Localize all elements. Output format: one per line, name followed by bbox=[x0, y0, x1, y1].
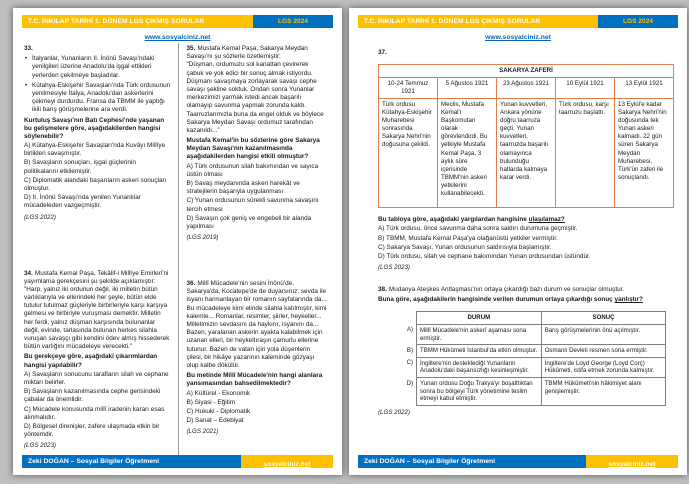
question-stem: Mustafa Kemal'in bu sözlerine göre Sakarya Meydan Savaşı'nın kazanılmasında aşağıdakilerden hangisi etkili olmuştur? bbox=[186, 137, 320, 161]
sakarya-table bbox=[378, 64, 674, 208]
durum-cell: İngiltere'nin desteklediği Yunanların Anadolu'daki başarısızlığı kesinleşmiştir. bbox=[417, 357, 542, 377]
sonuc-cell: TBMM Hükûmeti'nin hâkimiyet alanı genişlemiştir. bbox=[541, 378, 666, 406]
page-right-content bbox=[358, 41, 678, 453]
option-a: A) Kütahya-Eskişehir Savaşları'nda Kuvâyı Millîye birlikleri savaşmıştır. bbox=[24, 142, 166, 158]
question-stem bbox=[378, 296, 674, 304]
bullet-item: • Kütahya-Eskişehir Savaşları'nda Türk ordusunun yenilmesiyle İtalya, Anadolu'dan askerlerini çekmeyi durdurdu. Fransa da TBMM ile yaptığı ikili barış görüşmelerine ara verdi. bbox=[24, 82, 172, 115]
question-38 bbox=[378, 286, 674, 417]
author-name: Zeki DOĞAN – Sosyal Bilgiler Öğretmeni bbox=[22, 455, 241, 468]
question-36 bbox=[187, 280, 328, 436]
question-35 bbox=[187, 45, 328, 242]
option-c: C) Yunan ordusunun sürekli savunma savaşını tercih etmesi bbox=[186, 197, 319, 213]
sonuc-cell: İngiltere'de Loyd George (Loyd Corç) Hükûmeti, istifa etmek zorunda kalmıştır. bbox=[541, 357, 666, 377]
footer-bar bbox=[22, 455, 333, 468]
table-cell: Türk ordusu, karşı taarruzu başlattı. bbox=[556, 99, 615, 208]
table-cell: 13 Eylül'e kadar Sakarya Nehri'nin doğusunda tek Yunan askeri kalmadı. 22 gün süren Sakarya Meydan Muharebesi, Türk'ün zaferi ile sonuçlandı. bbox=[615, 99, 674, 208]
option-b: B) Savaşların kazanılmasında cephe gerisindeki çabalar da önemlidir. bbox=[24, 388, 161, 404]
question-stem: Bu metinde Millî Mücadele'nin hangi alanlara yansımasından bahsedilmektedir? bbox=[186, 372, 323, 388]
page-left bbox=[13, 8, 342, 475]
header-bar bbox=[358, 15, 678, 28]
site-link[interactable]: www.sosyalciniz.net bbox=[485, 34, 551, 41]
question-text: Millî Mücadele'nin sesini İnönü'de, Sakarya'da, Kocatepe'de de duyarsınız; sevda ile isyanı harmanlayan bir romanın sayfalarında da... Bu mücadeleye kimi elinde silahla katılmıştır, kimi kalemle... Romanlar, resimler, şiirler, heykeller... Milletimizin sevdasını da haykırır, isyanını da... Bazen, yaralanan askerin ayakta kalabilmek için uzanan elleri, bir heykeltıraşın çamurlu ellerine tutunur. Bazen de vatan için yola düşenlerin çilesi, bir hikâye yazarının kaleminde gözyaşı olup kalbe dökülür. bbox=[186, 280, 327, 369]
option-a: A) Savaşların sonucunu tarafların silah ve cephane miktarı belirler. bbox=[24, 370, 169, 386]
site-link[interactable]: www.sosyalciniz.net bbox=[144, 34, 211, 41]
stem-text: Bu tabloya göre, aşağıdaki yargılardan hangisine bbox=[378, 216, 529, 224]
table-row bbox=[400, 378, 666, 406]
lgs-year-tag: (LGS 2023) bbox=[24, 442, 56, 450]
date-header: 5 Ağustos 1921 bbox=[438, 78, 497, 99]
option-a: A) Türk ordusunun silah bakımından ve sayıca üstün olması bbox=[186, 162, 319, 178]
row-letter: D) bbox=[406, 379, 413, 387]
table-header-row bbox=[379, 78, 674, 99]
question-quote: "Düşman, ordumuzu sol kanattan çevirerek çabuk ve yok edici bir sonuç almak istiyordu. Düşmanı savaşmaya zorlayarak savaşı cephe savaşı şekline soktuk. Ondan sonra Yunanlar merkezimizi yarmak istedi ancak başarılı olamayıp savunma yapmak zorunda kaldı. Taarruzlarımızla buna da engel olduk ve böylece Sakarya Meydan Savaşı ordumuz tarafından kazanıldı..." bbox=[186, 61, 324, 134]
sonuc-cell: Osmanlı Devleti resmen sona ermiştir. bbox=[541, 345, 666, 358]
sonuc-cell: Barış görüşmelerinin önü açılmıştır. bbox=[541, 324, 666, 344]
question-33 bbox=[24, 45, 172, 222]
table-row bbox=[400, 357, 666, 377]
table-body-row bbox=[379, 99, 674, 208]
table-cell: Yunan kuvvetleri, Ankara yönüne doğru taarruza geçti. Yunan kuvvetleri, taarruzda başarılı olamayınca bulunduğu hatlarda kalmaya karar verdi. bbox=[497, 99, 556, 208]
header-link-row bbox=[358, 28, 678, 41]
option-d: D) Bölgesel direnişler, zafere ulaşmada etkin bir yöntemdir. bbox=[24, 422, 160, 439]
sonuc-header: SONUÇ bbox=[541, 312, 666, 325]
option-d: D) II. İnönü Savaşı'nda yenilen Yunanlılar mücadeleden vazgeçmiştir. bbox=[24, 194, 141, 210]
row-letter: C) bbox=[406, 359, 413, 367]
header-bar bbox=[22, 15, 333, 28]
question-37 bbox=[378, 49, 674, 272]
durum-cell: TBMM Hükûmeti İstanbul'da etkin olmuştur. bbox=[417, 345, 542, 358]
footer-link-box bbox=[241, 455, 333, 468]
lgs-year-tag: (LGS 2021) bbox=[186, 428, 219, 436]
durum-cell: Yunan ordusu Doğu Trakya'yı boşalttıktan sonra bu bölgeyi Türk yönetimine teslim etmeyi kabul etmiştir. bbox=[417, 378, 542, 406]
page-left-columns bbox=[22, 43, 333, 455]
lgs-year-tag: (LGS 2022) bbox=[378, 408, 410, 416]
option-a: A) Türk ordusu, önce savunma daha sonra saldırı durumuna geçmiştir. bbox=[378, 225, 578, 233]
question-number: 38. bbox=[378, 286, 387, 293]
question-text: Mustafa Kemal Paşa, Tekâlif-i Millîye Emirleri'ni yayımlama gerekçesini şu şekilde açıklamıştır: "Harp, yalnız iki ordunun değil, iki milletin bütün varlıklarıyla ve ellerindeki her şeyle, bütün elde tutulur tutulmaz güçleriyle birbirleriyle karşı karşıya gelmesi ve birbiriyle vuruşması demektir. Milletin her ferdi, yalnız düşman karşısında bulunanlar değil, evinde, tarlasında bulunan herkes silahla vuruşan savaşçı gibi kendini ödev almış hissederek bütün varlığını mücadeleye verecekti." bbox=[24, 269, 170, 351]
lgs-year-tag: (LGS 2019) bbox=[186, 234, 219, 242]
question-body bbox=[378, 286, 674, 294]
table-row bbox=[400, 345, 666, 358]
lgs-year-tag: (LGS 2022) bbox=[24, 213, 56, 221]
footer-link-box bbox=[586, 455, 678, 468]
question-body bbox=[187, 280, 328, 370]
table-header-row bbox=[400, 312, 666, 325]
option-d: D) Savaşın çok geniş ve engebeli bir alanda yapılması bbox=[186, 214, 312, 230]
option-c: C) Hukuki - Diplomatik bbox=[186, 407, 251, 415]
date-header: 23 Ağustos 1921 bbox=[497, 78, 556, 99]
lgs-2024-badge: LGS 2024 bbox=[253, 15, 333, 28]
row-letter: B) bbox=[406, 346, 413, 354]
date-header: 10-24 Temmuz 1921 bbox=[379, 78, 438, 99]
question-stem: Bu gerekçeye göre, aşağıdaki çıkarımlardan hangisi yapılabilir? bbox=[24, 353, 158, 369]
stem-underlined-word: yanlıştır? bbox=[614, 296, 643, 304]
table-title: SAKARYA ZAFERİ bbox=[379, 65, 674, 78]
row-letter: A) bbox=[406, 326, 413, 334]
durum-cell: Millî Mücadele'nin askerî aşaması sona ermiştir. bbox=[417, 324, 542, 344]
question-number: 34. bbox=[24, 269, 33, 277]
option-b: B) Savaşların sonuçları, işgal güçlerinin politikalarını etkilemiştir. bbox=[24, 159, 136, 175]
stem-text: Buna göre, aşağıdakilerin hangisinde verilen durumun ortaya çıkardığı sonuç bbox=[378, 296, 615, 304]
question-intro: Mudanya Ateşkes Antlaşması'nın ortaya çıkardığı bazı durum ve sonuçlar olmuştur. bbox=[388, 286, 625, 293]
durum-sonuc-table bbox=[400, 311, 666, 405]
lgs-year-tag: (LGS 2023) bbox=[378, 264, 410, 272]
empty-corner-cell bbox=[400, 312, 417, 325]
option-d: D) Sanat – Edebiyat bbox=[186, 417, 244, 425]
question-number: 33. bbox=[24, 45, 33, 52]
question-intro: Mustafa Kemal Paşa, Sakarya Meydan Savaşı'nı şu sözlerle özetlemiştir: bbox=[186, 45, 308, 61]
date-header: 13 Eylül 1921 bbox=[615, 78, 674, 99]
table-title-row bbox=[379, 65, 674, 78]
column-2 bbox=[178, 43, 334, 455]
lgs-2024-badge: LGS 2024 bbox=[598, 15, 678, 28]
header-title: T.C. İNKILAP TARİHİ 1. DÖNEM LGS ÇIKMIŞ SORULAR bbox=[22, 15, 253, 28]
option-b: B) Savaş meydanında askeri harekât ve stratejilerin başarıyla uygulanması bbox=[186, 180, 300, 196]
bullet-item: • İtalyanlar, Yunanların II. İnönü Savaşı'ndaki yenilgileri üzerine Anadolu'da işgal ettikleri yerlerden çekilmeye başladılar. bbox=[24, 55, 172, 80]
header-link-row bbox=[22, 28, 333, 41]
date-header: 10 Eylül 1921 bbox=[556, 78, 615, 99]
stem-underlined-word: ulaşılamaz? bbox=[528, 216, 565, 224]
option-b: B) TBMM, Mustafa Kemal Paşa'ya olağanüstü yetkiler vermiştir. bbox=[378, 234, 558, 242]
page-right bbox=[349, 8, 687, 475]
table-row bbox=[400, 324, 666, 344]
option-a: A) Kültürel - Ekonomik bbox=[186, 389, 251, 397]
question-number: 37. bbox=[378, 49, 387, 56]
option-c: C) Diplomatik alandaki başarıların askeri sonuçları olmuştur. bbox=[24, 176, 167, 192]
question-body bbox=[24, 270, 172, 352]
footer-site-link[interactable]: sosyalciniz.net bbox=[263, 461, 311, 468]
footer-bar bbox=[358, 455, 678, 468]
option-b: B) Siyasi - Eğitim bbox=[186, 398, 236, 406]
option-c: C) Mücadele konusunda millî iradenin kararı esas alınmalıdır. bbox=[24, 405, 165, 421]
footer-site-link[interactable]: sosyalciniz.net bbox=[608, 461, 656, 468]
question-body bbox=[187, 45, 328, 61]
table-cell: Türk ordusu Kütahya-Eskişehir Muharebesi sonrasında Sakarya Nehri'nin doğusuna çekildi. bbox=[379, 99, 438, 208]
option-c: C) Sakarya Savaşı, Yunan ordusunun saldırısıyla başlamıştır. bbox=[378, 243, 552, 251]
author-name: Zeki DOĞAN – Sosyal Bilgiler Öğretmeni bbox=[358, 455, 586, 468]
question-stem: Kurtuluş Savaşı'nın Batı Cephesi'nde yaşanan bu gelişmelere göre, aşağıdakilerden hangisi söylenebilir? bbox=[24, 116, 165, 140]
question-stem bbox=[378, 216, 674, 224]
question-number: 36. bbox=[186, 280, 196, 288]
question-number: 35. bbox=[186, 45, 196, 52]
column-1 bbox=[22, 43, 178, 455]
header-title: T.C. İNKILAP TARİHİ 1. DÖNEM LGS ÇIKMIŞ SORULAR bbox=[358, 15, 598, 28]
table-cell: Meclis, Mustafa Kemal'i Başkomutan olarak görevlendirdi. Bu yetkiyle Mustafa Kemal Paşa, 3 aylık süre içerisinde TBMM'nin askeri yetkilerini kullanabilecekti. bbox=[438, 99, 497, 208]
question-34 bbox=[24, 270, 172, 451]
option-d: D) Türk ordusu, silah ve cephane bakımından Yunan ordusundan üstündür. bbox=[378, 252, 591, 260]
durum-header: DURUM bbox=[417, 312, 542, 325]
